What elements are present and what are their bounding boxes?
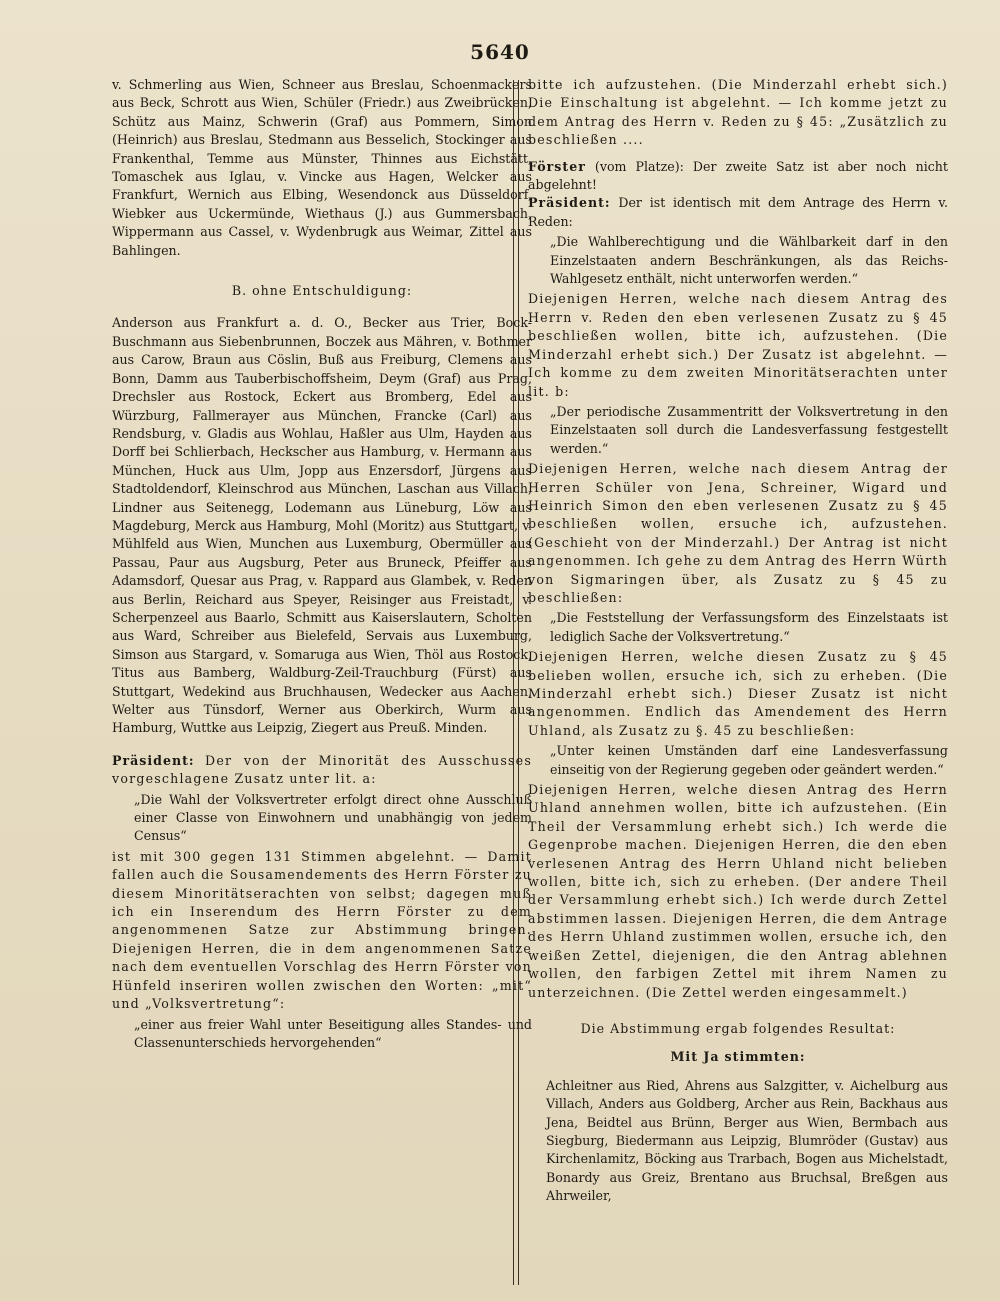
heading-unexcused: B. ohne Entschuldigung:	[231, 283, 413, 299]
foerster-interjection	[528, 158, 948, 195]
ja-names-list: Achleitner aus Ried, Ahrens aus Salzgitter, v. Aichelburg aus Villach, Anders aus Goldberg, Archer aus Rein, Backhaus aus Jena, Beidtel aus Brünn, Berger aus Wien, Bermbach aus Siegburg, Biedermann aus Leipzig, Blumröder (Gustav) aus Kirchenlamitz, Böcking aus Trarbach, Bogen aus Michelstadt, Bonardy aus Greiz, Brentano aus Bruchsal, Breßgen aus Ahrweiler,	[546, 1077, 948, 1204]
ja-heading	[528, 1048, 948, 1066]
interjection-text: (vom Platze): Der zweite Satz ist aber noch nicht abgelehnt!	[528, 158, 948, 193]
quote-wuerth-proposal: „Die Feststellung der Verfassungsform des Einzelstaats ist lediglich Sache der Volksvertretung.“	[550, 610, 948, 644]
reden-vote-paragraph: Diejenigen Herren, welche nach diesem Antrag des Herrn v. Reden den eben verlesenen Zusatz zu § 45 beschließen wollen, bitte ich, aufzustehen. (Die Minderzahl erhebt sich.) Der Zusatz ist abgelehnt. — Ich komme zu dem zweiten Minoritätserachten unter lit. b:	[528, 291, 948, 399]
president-statement-1	[112, 752, 532, 789]
speaker-foerster: Förster	[528, 158, 586, 174]
excused-names-list: v. Schmerling aus Wien, Schneer aus Breslau, Schoenmackers aus Beck, Schrott aus Wien, Schüler (Friedr.) aus Zweibrücken, Schütz aus Mainz, Schwerin (Graf) aus Pommern, Simon (Heinrich) aus Breslau, Stedmann aus Besselich, Stockinger aus Frankenthal, Temme aus Münster, Thinnes aus Eichstätt, Tomaschek aus Iglau, v. Vincke aus Hagen, Welcker aus Frankfurt, Wernich aus Elbing, Wesendonck aus Düsseldorf, Wiebker aus Uckermünde, Wiethaus (J.) aus Gummersbach, Wippermann aus Cassel, v. Wydenbrugk aus Weimar, Zittel aus Bahlingen.	[112, 77, 532, 258]
result-heading: Die Abstimmung ergab folgendes Resultat:	[580, 1020, 896, 1036]
statement-text: Der ist identisch mit dem Antrage des Herrn v. Reden:	[528, 195, 948, 229]
wuerth-vote-paragraph: Diejenigen Herren, welche diesen Zusatz zu § 45 belieben wollen, ersuche ich, sich zu erheben. (Die Minderzahl erhebt sich.) Dieser Zusatz ist nicht angenommen. Endlich das Amendement des Herrn Uhland, als Zusatz zu §. 45 zu beschließen:	[528, 649, 948, 738]
ja-label-rest: stimmten:	[724, 1049, 806, 1065]
vote-result-paragraph: ist mit 300 gegen 131 Stimmen abgelehnt. — Damit fallen auch die Sousamendements des Herrn Förster zu diesem Minoritätserachten von selbst; dagegen muß ich ein Inserendum des Herrn Förster zu dem angenommenen Satze zur Abstimmung bringen. Diejenigen Herren, die in dem angenommenen Satze nach dem eventuellen Vorschlag des Herrn Förster von Hünfeld inseriren wollen zwischen den Worten: „mit“ und „Volksvertretung“:	[112, 848, 532, 1012]
quote-minority-proposal: „Die Wahl der Volksvertreter erfolgt direct ohne Ausschluß einer Classe von Einwohnern und unabhängig von jedem Census“	[134, 791, 532, 844]
uhland-vote-paragraph: Diejenigen Herren, welche diesen Antrag des Herrn Uhland annehmen wollen, bitte ich aufzustehen. (Ein Theil der Versammlung erhebt sich.) Ich werde die Gegenprobe machen. Diejenigen Herren, die den eben verlesenen Antrag des Herrn Uhland nicht belieben wollen, bitte ich, sich zu erheben. (Der andere Theil der Versammlung erhebt sich.) Ich werde durch Zettel abstimmen lassen. Diejenigen Herren, die dem Antrage des Herrn Uhland zustimmen wollen, ersuche ich, den weißen Zettel, diejenigen, die den Antrag ablehnen wollen, den farbigen Zettel mit ihrem Namen zu unterzeichnen. (Die Zettel werden eingesammelt.)	[528, 782, 948, 1000]
statement-text: Der von der Minorität des Ausschusses vorgeschlagene Zusatz unter lit. a:	[112, 752, 532, 787]
president-statement-2	[528, 194, 948, 231]
page-number: 5640	[470, 40, 530, 64]
speaker-president: Präsident:	[112, 752, 195, 768]
spacer	[112, 738, 532, 752]
ja-label: Mit Ja	[670, 1049, 720, 1065]
quote-uhland-amendment: „Unter keinen Umständen darf eine Landesverfassung einseitig von der Regierung gegeben oder geändert werden.“	[550, 743, 948, 777]
continuation-paragraph: bitte ich aufzustehen. (Die Minderzahl erhebt sich.) Die Einschaltung ist abgelehnt. — Ich komme jetzt zu dem Antrag des Herrn v. Reden zu § 45: „Zusätzlich zu beschließen ....	[528, 77, 948, 148]
speaker-president: Präsident:	[528, 195, 611, 211]
left-column	[112, 76, 532, 1054]
right-column	[528, 76, 948, 1206]
schueler-vote-paragraph: Diejenigen Herren, welche nach diesem Antrag der Herren Schüler von Jena, Schreiner, Wigard und Heinrich Simon den eben verlesenen Zusatz zu § 45 beschließen wollen, ersuche ich, aufzustehen. (Geschieht von der Minderzahl.) Der Antrag ist nicht angenommen. Ich gehe zu dem Antrag des Herrn Würth von Sigmaringen über, als Zusatz zu § 45 zu beschließen:	[528, 461, 948, 605]
quote-reden-proposal: „Die Wahlberechtigung und die Wählbarkeit darf in den Einzelstaaten andern Beschränkungen, als das Reichs-Wahlgesetz enthält, nicht unterworfen werden.“	[550, 234, 948, 287]
quote-minority-b: „Der periodische Zusammentritt der Volksvertretung in den Einzelstaaten soll durch die Landesverfassung festgestellt werden.“	[550, 403, 948, 456]
quote-insertion: „einer aus freier Wahl unter Beseitigung alles Standes- und Classenunterschieds hervorgehenden“	[134, 1016, 532, 1050]
unexcused-names-list: Anderson aus Frankfurt a. d. O., Becker aus Trier, Bock-Buschmann aus Siebenbrunnen, Boczek aus Mähren, v. Bothmer aus Carow, Braun aus Cöslin, Buß aus Freiburg, Clemens aus Bonn, Damm aus Tauberbischoffsheim, Deym (Graf) aus Prag, Drechsler aus Rostock, Eckert aus Bromberg, Edel aus Würzburg, Fallmerayer aus München, Francke (Carl) aus Rendsburg, v. Gladis aus Wohlau, Haßler aus Ulm, Hayden aus Dorff bei Schlierbach, Heckscher aus Hamburg, v. Hermann aus München, Huck aus Ulm, Jopp aus Enzersdorf, Jürgens aus Stadtoldendorf, Kleinschrod aus München, Laschan aus Villach, Lindner aus Seitenegg, Lodemann aus Lüneburg, Löw aus Magdeburg, Merck aus Hamburg, Mohl (Moritz) aus Stuttgart, v. Mühlfeld aus Wien, Munchen aus Luxemburg, Obermüller aus Passau, Paur aus Augsburg, Peter aus Bruneck, Pfeiffer aus Adamsdorf, Quesar aus Prag, v. Rappard aus Glambek, v. Reden aus Berlin, Reichard aus Speyer, Reisinger aus Freistadt, v. Scherpenzeel aus Baarlo, Schmitt aus Kaiserslautern, Scholten aus Ward, Schreiber aus Bielefeld, Servais aus Luxemburg, Simson aus Stargard, v. Somaruga aus Wien, Thöl aus Rostock, Titus aus Bamberg, Waldburg-Zeil-Trauchburg (Fürst) aus Stuttgart, Wedekind aus Bruchhausen, Wedecker aus Aachen, Welter aus Tünsdorf, Werner aus Oberkirch, Wurm aus Hamburg, Wuttke aus Leipzig, Ziegert aus Preuß. Minden.	[112, 315, 532, 736]
